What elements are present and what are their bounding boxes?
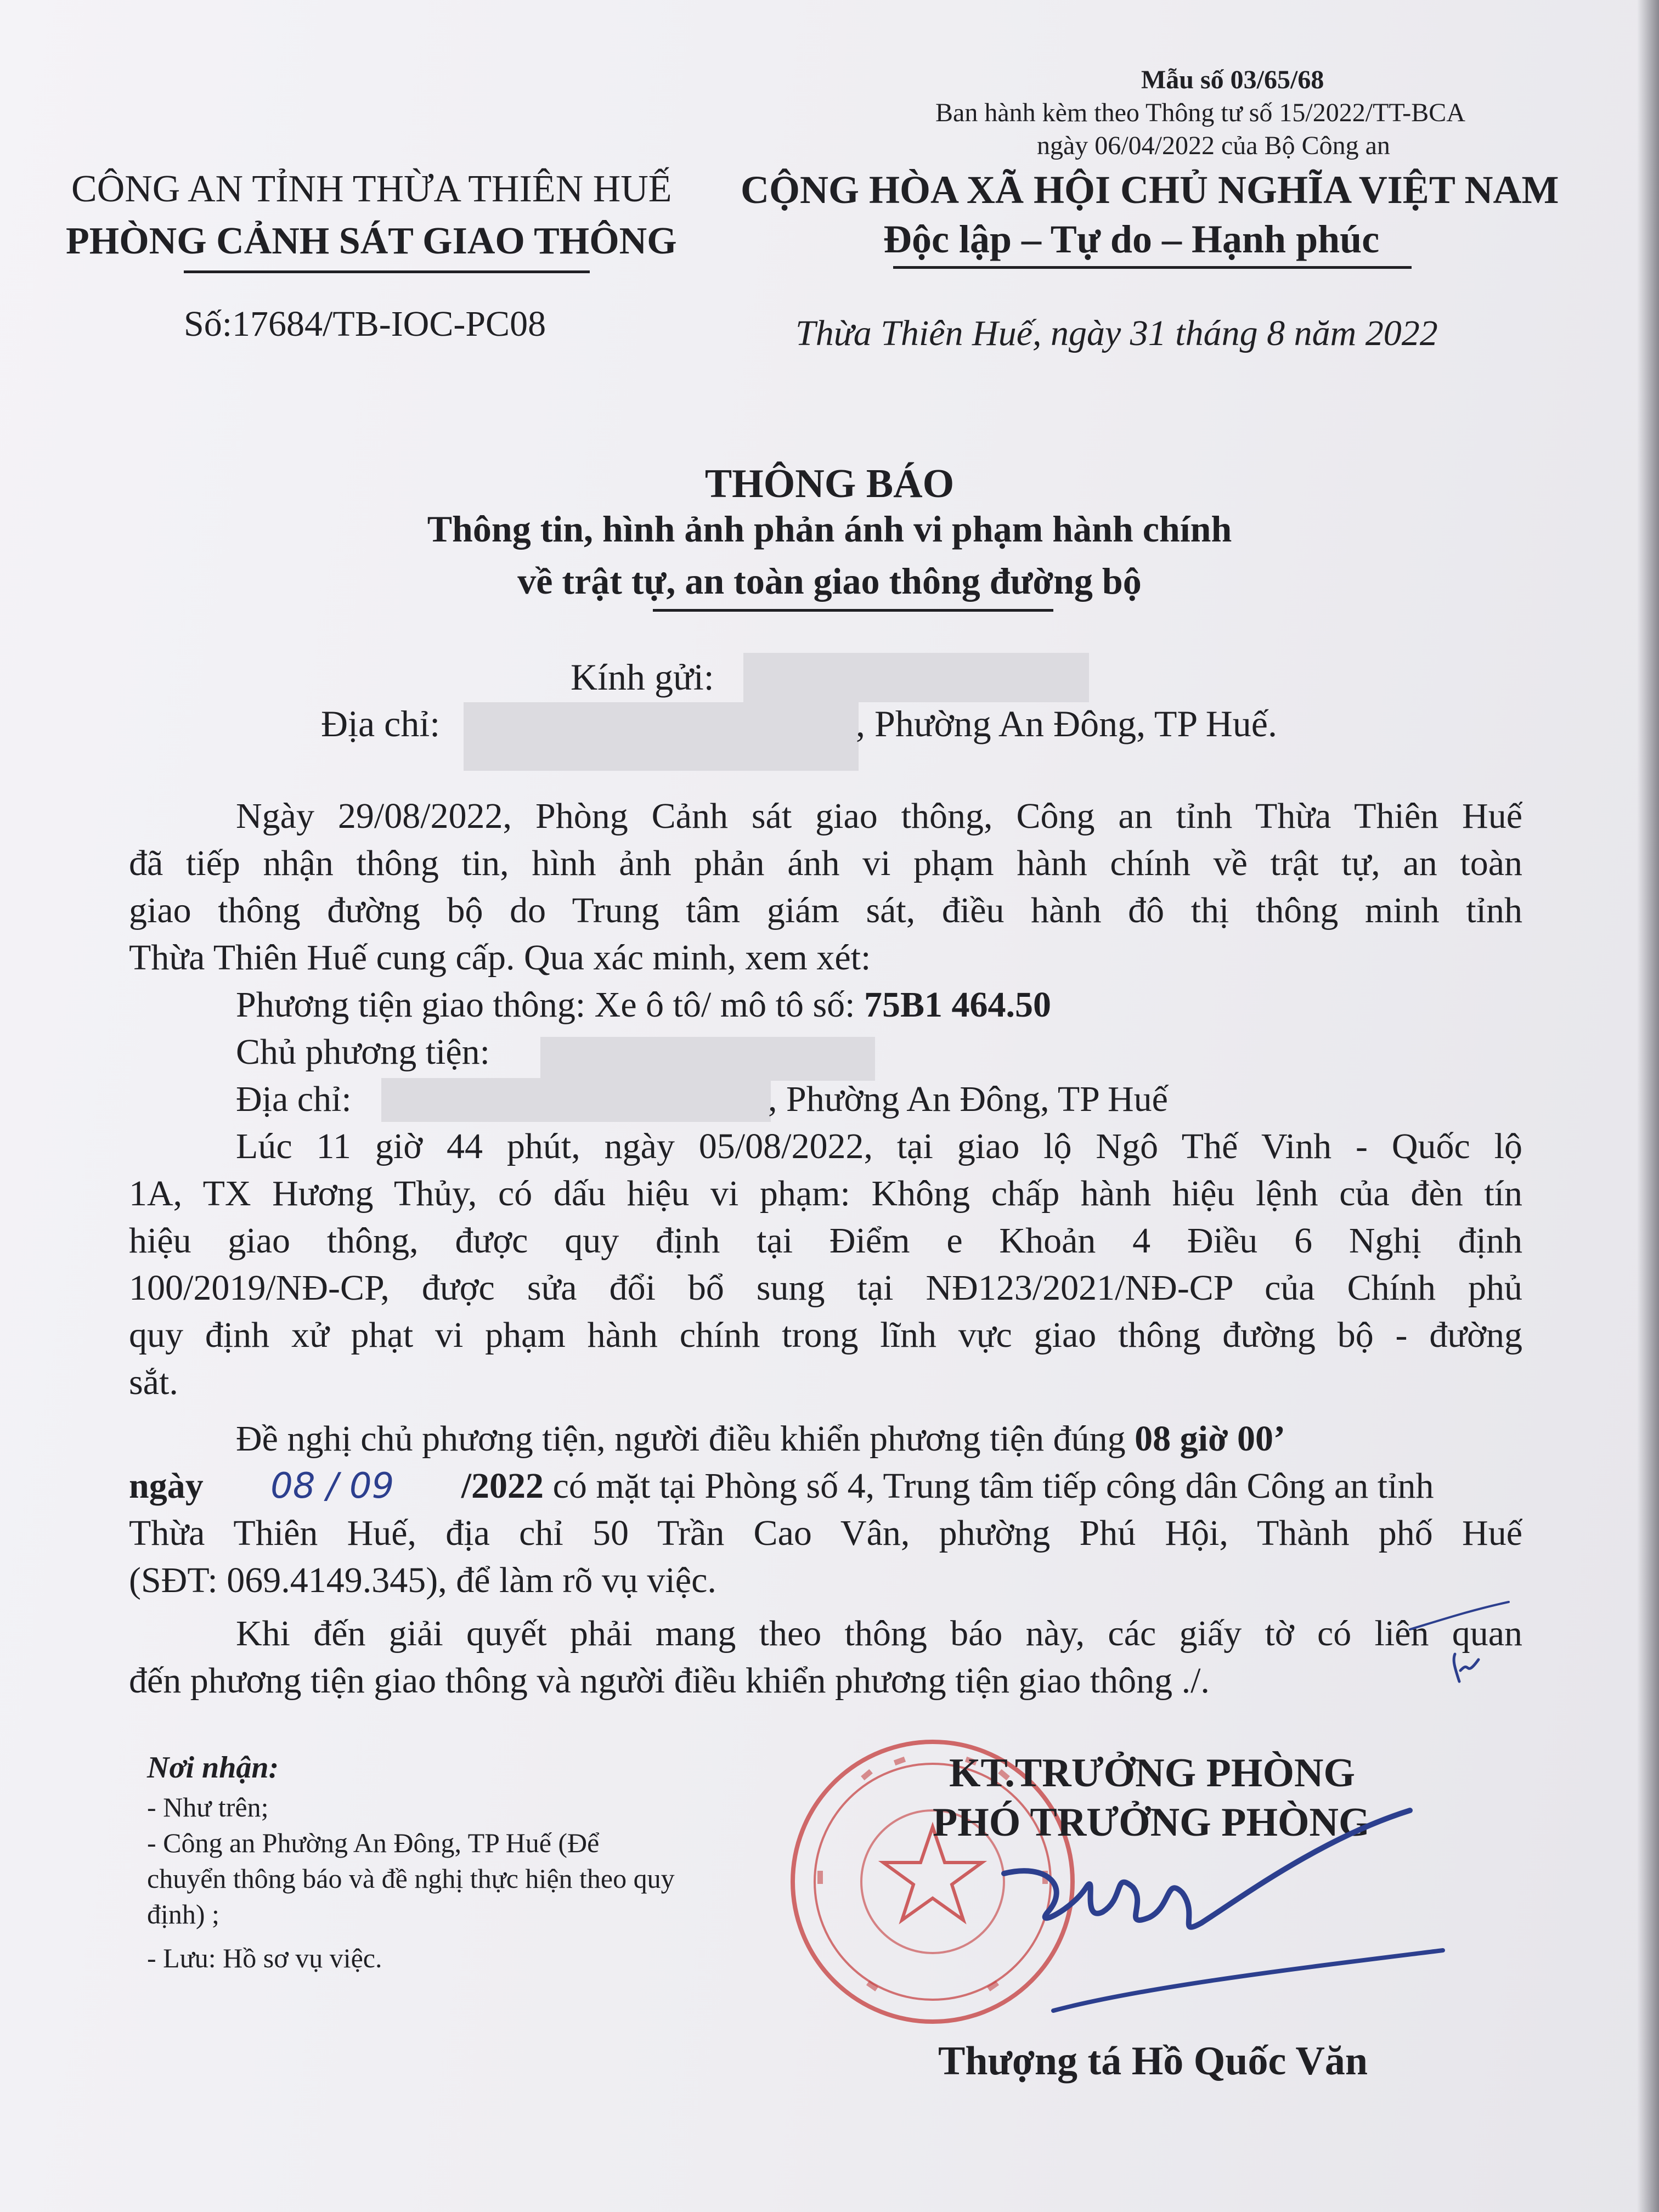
body-p3-line-2 [129,1463,1434,1510]
document-subtitle-2: về trật tự, an toàn giao thông đường bộ [517,560,1142,602]
recipient-address-suffix: , Phường An Đông, TP Huế. [856,703,1277,744]
recipient-label: Kính gửi: [571,656,714,698]
national-motto: Độc lập – Tự do – Hạnh phúc [883,217,1380,261]
body-p1-line-2: đã tiếp nhận thông tin, hình ảnh phản ánh vi phạm hành chính về trật tự, an toàn [129,843,1522,883]
recipient-address-label: Địa chỉ: [321,703,441,744]
page-edge-shadow [1637,0,1659,2212]
vehicle-label: Phương tiện giao thông: Xe ô tô/ mô tô số: [236,985,864,1025]
body-p2-line-5: quy định xử phạt vi phạm hành chính trong lĩnh vực giao thông đường bộ - đường [129,1315,1522,1355]
body-p4-line-2: đến phương tiện giao thông và người điều khiển phương tiện giao thông ./. [129,1661,1210,1701]
owner-address-label: Địa chỉ: [236,1079,352,1119]
redacted-owner-address [381,1078,771,1122]
agency-parent: CÔNG AN TỈNH THỪA THIÊN HUẾ [71,168,672,210]
signature-title-1: KT.TRƯỞNG PHÒNG [949,1751,1355,1796]
appointment-time: 08 giờ 00’ [1135,1419,1286,1459]
recipients-title: Nơi nhận: [147,1751,279,1785]
form-issued-date: ngày 06/04/2022 của Bộ Công an [1037,131,1390,160]
title-underline [653,609,1053,612]
handwritten-signature [982,1805,1465,2024]
handwritten-date: 08 / 09 [270,1466,394,1506]
body-p4-line-1: Khi đến giải quyết phải mang theo thông báo này, các giấy tờ có liên quan [236,1613,1522,1654]
body-p2-line-3: hiệu giao thông, được quy định tại Điểm e Khoản 4 Điều 6 Nghị định [129,1221,1522,1261]
body-p3-line-4: (SĐT: 069.4149.345), để làm rõ vụ việc. [129,1560,716,1600]
signer-name: Thượng tá Hồ Quốc Văn [938,2039,1368,2084]
recipients-line-1: - Như trên; [147,1792,269,1822]
body-p1-line-4: Thừa Thiên Huế cung cấp. Qua xác minh, xem xét: [129,938,871,978]
document-number: Số:17684/TB-IOC-PC08 [184,304,546,344]
recipients-line-2: - Công an Phường An Đông, TP Huế (Để [147,1827,600,1858]
vehicle-plate: 75B1 464.50 [864,985,1052,1025]
document-subtitle-1: Thông tin, hình ảnh phản ánh vi phạm hành chính [427,508,1232,550]
appointment-day-label: ngày [129,1466,204,1506]
body-p2-line-6: sắt. [129,1362,178,1402]
owner-label: Chủ phương tiện: [236,1032,490,1072]
place-date: Thừa Thiên Huế, ngày 31 tháng 8 năm 2022 [795,313,1438,353]
form-number: Mẫu số 03/65/68 [1141,65,1324,94]
motto-underline [893,266,1412,269]
appointment-year: /2022 [461,1466,544,1506]
recipients-line-3: chuyển thông báo và đề nghị thực hiện theo quy [147,1863,675,1894]
appointment-request: Đề nghị chủ phương tiện, người điều khiển phương tiện đúng [236,1419,1135,1459]
body-p2-line-2: 1A, TX Hương Thủy, có dấu hiệu vi phạm: Không chấp hành hiệu lệnh của đèn tín [129,1173,1522,1214]
body-p1-line-3: giao thông đường bộ do Trung tâm giám sát, điều hành đô thị thông minh tỉnh [129,890,1522,930]
agency-unit: PHÒNG CẢNH SÁT GIAO THÔNG [66,220,677,262]
signature-title-2: PHÓ TRƯỞNG PHÒNG [933,1800,1370,1845]
redacted-recipient-name [743,653,1089,702]
body-p3-line-1 [236,1415,1285,1463]
recipients-line-4: định) ; [147,1899,219,1929]
document-title: THÔNG BÁO [704,461,955,506]
owner-address-suffix: , Phường An Đông, TP Huế [768,1079,1168,1119]
form-issued-with: Ban hành kèm theo Thông tư số 15/2022/TT-BCA [935,98,1465,127]
agency-underline [184,270,590,273]
redacted-owner-name [540,1037,875,1081]
pen-check-mark [1328,1599,1514,1687]
recipients-line-5: - Lưu: Hồ sơ vụ việc. [147,1943,382,1973]
vehicle-line [236,981,1051,1029]
redacted-recipient-address [464,702,859,771]
body-p1-line-1: Ngày 29/08/2022, Phòng Cảnh sát giao thông, Công an tỉnh Thừa Thiên Huế [236,796,1522,836]
body-p2-line-1: Lúc 11 giờ 44 phút, ngày 05/08/2022, tại giao lộ Ngô Thế Vinh - Quốc lộ [236,1126,1522,1166]
body-p3-line-3: Thừa Thiên Huế, địa chỉ 50 Trần Cao Vân, phường Phú Hội, Thành phố Huế [129,1513,1522,1553]
appointment-place: có mặt tại Phòng số 4, Trung tâm tiếp công dân Công an tỉnh [544,1466,1434,1506]
body-p2-line-4: 100/2019/NĐ-CP, được sửa đổi bổ sung tại NĐ123/2021/NĐ-CP của Chính phủ [129,1268,1522,1308]
national-title: CỘNG HÒA XÃ HỘI CHỦ NGHĨA VIỆT NAM [741,168,1559,212]
